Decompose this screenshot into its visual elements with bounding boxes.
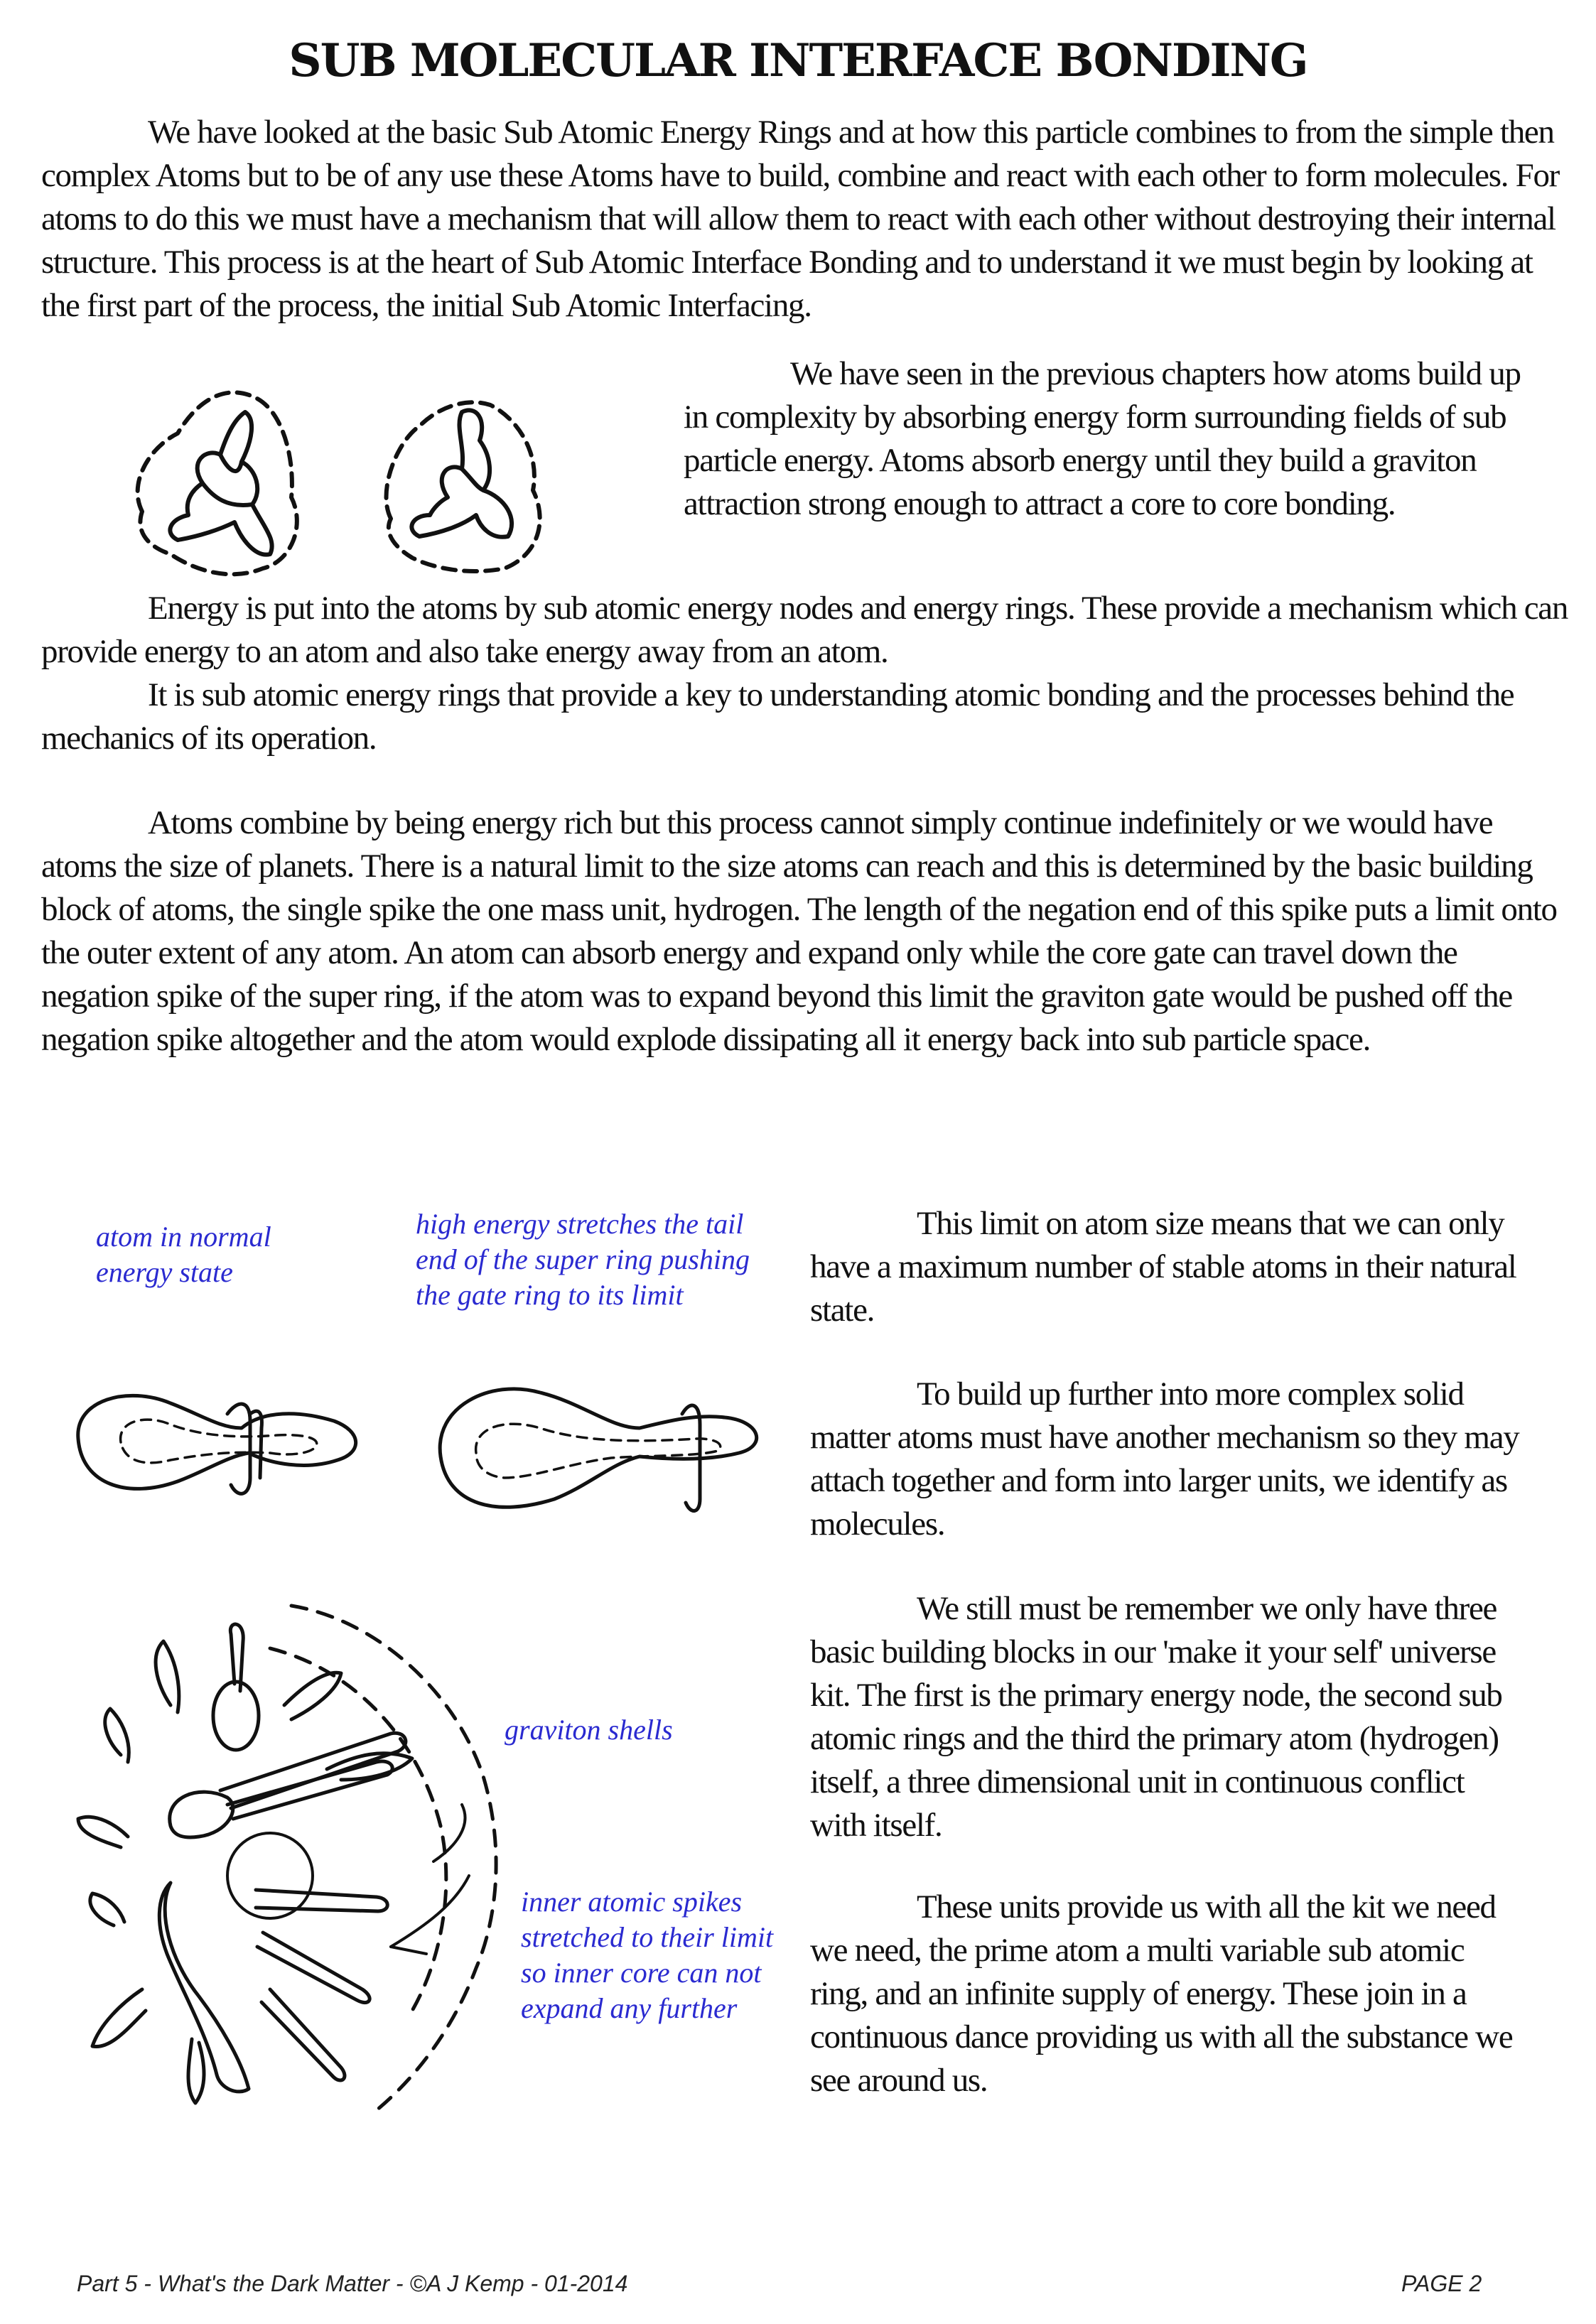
paragraph-molecules [810,1373,1521,1546]
page-title: SUB MOLECULAR INTERFACE BONDING [289,34,1307,87]
paragraph-building-blocks-text: We still must be remember we only have three basic building blocks in our 'make it your self' universe kit. The first is the primary energy node, the second sub atomic rings and the third the primary atom (hydrogen) itself, a three dimensional unit in continuous conflict with itself. [810,1590,1502,1844]
paragraph-energy-nodes [41,587,1569,674]
footer-left: Part 5 - What's the Dark Matter - ©A J Kemp - 01-2014 [77,2271,628,2296]
annotation-inner-spikes: inner atomic spikes stretched to their limit so inner core can not expand any further [521,1886,774,2024]
paragraph-intro [41,111,1569,328]
atom-normal-figure [64,1371,377,1513]
paragraph-energy-rings [41,674,1569,760]
footer-page-number: PAGE 2 [1401,2271,1482,2296]
atom-high-energy-figure [426,1364,782,1528]
paragraph-absorb [684,352,1551,526]
paragraph-intro-text: We have looked at the basic Sub Atomic Energy Rings and at how this particle combines to from the simple then complex Atoms but to be of any use these Atoms have to build, combine and react with each other to form molecules. For atoms to do this we must have a mechanism that will allow them to react with each other without destroying their internal structure. This process is at the heart of Sub Atomic Interface Bonding and to understand it we must begin by looking at the first part of the process, the initial Sub Atomic Interfacing. [41,114,1560,324]
paragraph-units-kit [810,1886,1521,2102]
paragraph-units-kit-text: These units provide us with all the kit we need we need, the prime atom a multi variable sub atomic ring, and an infinite supply of energy. These join in a continuous dance providing us with all the substance we see around us. [810,1888,1513,2099]
annotation-graviton-shells: graviton shells [505,1714,673,1746]
paragraph-energy-nodes-text: Energy is put into the atoms by sub atomic energy nodes and energy rings. These provide a mechanism which can provide energy to an atom and also take energy away from an atom. [41,590,1568,670]
paragraph-building-blocks [810,1587,1521,1847]
paragraph-size-limit [41,801,1569,1061]
paragraph-limit-atom-size [810,1202,1521,1332]
paragraph-absorb-text: We have seen in the previous chapters how atoms build up in complexity by absorbing energy form surrounding fields of sub particle energy. Atoms absorb energy until they build a graviton attraction strong enough to attract a core to core bonding. [684,355,1521,522]
paragraph-limit-atom-size-text: This limit on atom size means that we can only have a maximum number of stable atoms in their natural state. [810,1205,1516,1329]
paragraph-energy-rings-text: It is sub atomic energy rings that provide a key to understanding atomic bonding and the processes behind the mechanics of its operation. [41,676,1514,757]
paragraph-size-limit-text: Atoms combine by being energy rich but this process cannot simply continue indefinitely or we would have atoms the size of planets. There is a natural limit to the size atoms can reach and this is determined by the basic building block of atoms, the single spike the one mass unit, hydrogen. The length of the negation end of this spike puts a limit onto the outer extent of any atom. An atom can absorb energy and expand only while the core gate can travel down the negation spike of the super ring, if the atom was to expand beyond this limit the graviton gate would be pushed off the negation spike altogether and the atom would explode dissipating all it energy back into sub particle space. [41,804,1557,1058]
graviton-shells-figure [57,1591,519,2139]
paragraph-molecules-text: To build up further into more complex solid matter atoms must have another mechanism so they may attach together and form into larger units, we identify as molecules. [810,1376,1519,1542]
energy-rings-figure [121,355,583,590]
annotation-normal-state: atom in normal energy state [96,1221,271,1288]
annotation-high-energy: high energy stretches the tail end of the super ring pushing the gate ring to its limit [416,1208,750,1311]
